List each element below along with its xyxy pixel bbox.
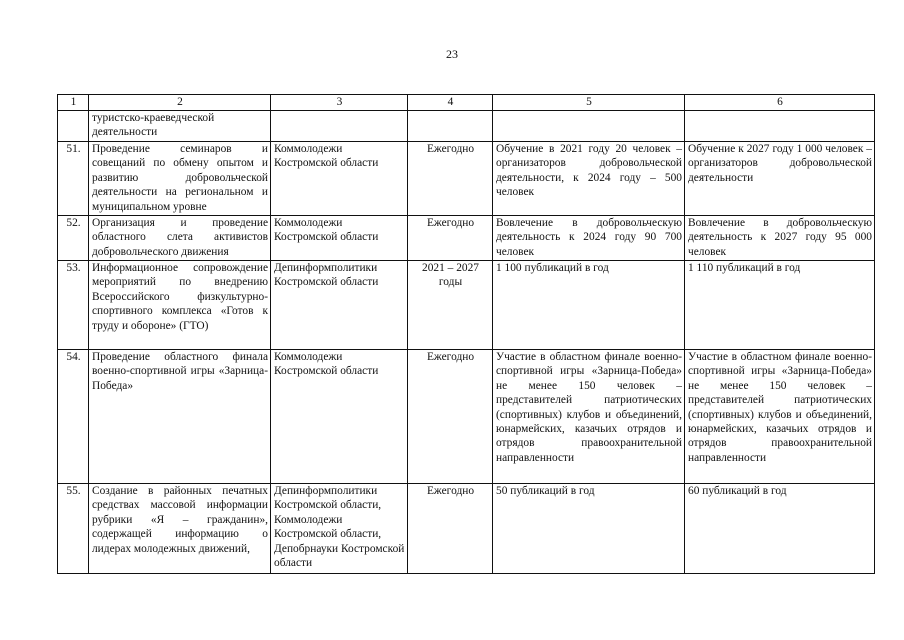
row-number: 52. [58, 216, 89, 261]
indicator-2027-cell: Вовлечение в добровольческую деятельность к 2027 году 95 000 человек [685, 216, 875, 261]
indicator-2027-cell: 1 110 публикаций в год [685, 261, 875, 350]
indicator-2027-cell [685, 111, 875, 142]
executor-cell [271, 111, 408, 142]
row-number [58, 111, 89, 142]
column-header: 2 [89, 95, 271, 111]
event-cell: Проведение областного финала военно-спортивной игры «Зарница-Победа» [89, 350, 271, 484]
page-number: 23 [446, 47, 458, 61]
indicator-2027-cell: 60 публикаций в год [685, 484, 875, 574]
column-header: 5 [493, 95, 685, 111]
row-number: 54. [58, 350, 89, 484]
row-number: 51. [58, 142, 89, 216]
measures-table [57, 94, 875, 574]
event-cell: Создание в районных печатных средствах массовой информации рубрики «Я – гражданин», содержащей информацию о лидерах молодежных движений, [89, 484, 271, 574]
column-header: 3 [271, 95, 408, 111]
table-row [58, 261, 875, 350]
column-header: 4 [408, 95, 493, 111]
table-row [58, 484, 875, 574]
event-cell: Организация и проведение областного слета активистов добровольческого движения [89, 216, 271, 261]
indicator-2027-cell: Участие в областном финале военно-спортивной игры «Зарница-Победа» не менее 150 человек – представителей патриотических (спортивных) клубов и объединений, юнармейских, казачьих отрядов и отрядов правоохранительной направленности [685, 350, 875, 484]
term-cell: 2021 – 2027 годы [408, 261, 493, 350]
event-cell: туристско-краеведческой деятельности [89, 111, 271, 142]
table-row [58, 216, 875, 261]
table-header-row [58, 95, 875, 111]
table-row [58, 142, 875, 216]
term-cell: Ежегодно [408, 350, 493, 484]
indicator-2024-cell: Обучение в 2021 году 20 человек – организаторов добровольческой деятельности, к 2024 году – 500 человек [493, 142, 685, 216]
executor-cell: Коммолодежи Костромской области [271, 216, 408, 261]
row-number: 53. [58, 261, 89, 350]
indicator-2024-cell: Участие в областном финале военно-спортивной игры «Зарница-Победа» не менее 150 человек – представителей патриотических (спортивных) клубов и объединений, юнармейских, казачьих отрядов и отрядов правоохранительной направленности [493, 350, 685, 484]
term-cell: Ежегодно [408, 142, 493, 216]
table-row [58, 350, 875, 484]
term-cell [408, 111, 493, 142]
row-number: 55. [58, 484, 89, 574]
indicator-2027-cell: Обучение к 2027 году 1 000 человек – организаторов добровольческой деятельности [685, 142, 875, 216]
executor-cell: Депинформполитики Костромской области, Коммолодежи Костромской области, Депобрнауки Костромской области [271, 484, 408, 574]
term-cell: Ежегодно [408, 484, 493, 574]
executor-cell: Коммолодежи Костромской области [271, 350, 408, 484]
indicator-2024-cell [493, 111, 685, 142]
executor-cell: Коммолодежи Костромской области [271, 142, 408, 216]
event-cell: Информационное сопровождение мероприятий по внедрению Всероссийского физкультурно-спортивного комплекса «Готов к труду и обороне» (ГТО) [89, 261, 271, 350]
column-header: 6 [685, 95, 875, 111]
term-cell: Ежегодно [408, 216, 493, 261]
column-header: 1 [58, 95, 89, 111]
executor-cell: Депинформполитики Костромской области [271, 261, 408, 350]
indicator-2024-cell: 50 публикаций в год [493, 484, 685, 574]
event-cell: Проведение семинаров и совещаний по обмену опытом и развитию добровольческой деятельности на региональном и муниципальном уровне [89, 142, 271, 216]
indicator-2024-cell: 1 100 публикаций в год [493, 261, 685, 350]
indicator-2024-cell: Вовлечение в добровольческую деятельность к 2024 году 90 700 человек [493, 216, 685, 261]
table-row [58, 111, 875, 142]
